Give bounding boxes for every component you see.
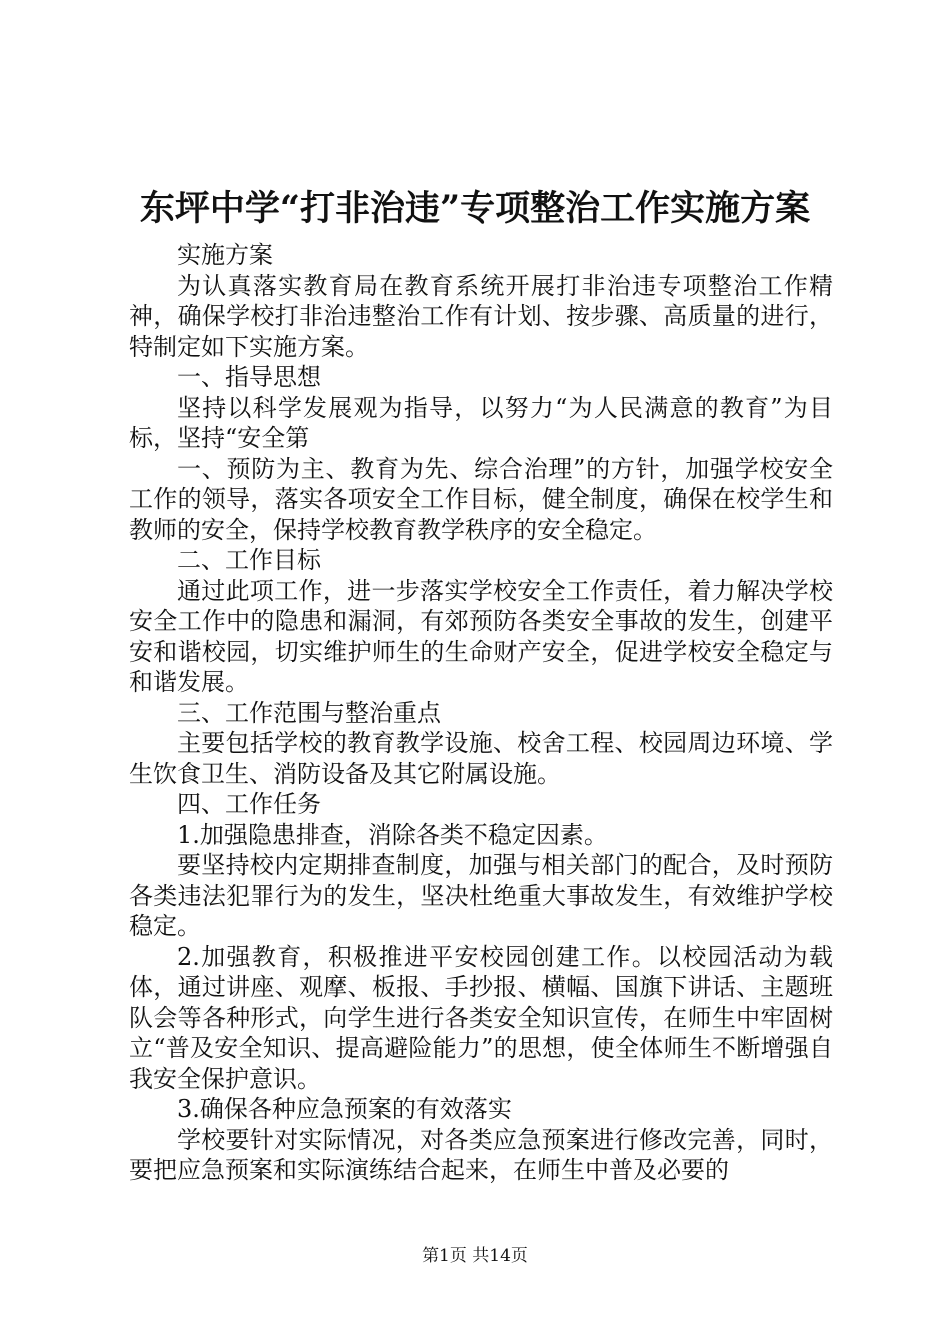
task-item-1-title: 1.加强隐患排查，消除各类不稳定因素。	[177, 820, 608, 849]
page-title: 东坪中学“打非治违”专项整治工作实施方案	[139, 188, 811, 229]
document-body	[129, 240, 833, 1186]
heading-work-goal: 二、工作目标	[177, 546, 321, 574]
task-item-2: 2.加强教育，积极推进平安校园创建工作。以校园活动为载体，通过讲座、观摩、板报、手抄报、横幅、国旗下讲话、主题班队会等各种形式，向学生进行各类安全知识宣传，在师生中牢固树立“普及安全知识、提高避险能力”的思想，使全体师生不断增强自我安全保护意识。	[129, 942, 833, 1093]
paragraph-intro: 为认真落实教育局在教育系统开展打非治违专项整治工作精神，确保学校打非治违整治工作有计划、按步骤、高质量的进行，特制定如下实施方案。	[129, 271, 833, 361]
paragraph-guiding-thought-cont: 一、预防为主、教育为先、综合治理”的方针，加强学校安全工作的领导，落实各项安全工作目标，健全制度，确保在校学生和教师的安全，保持学校教育教学秩序的安全稳定。	[129, 454, 833, 544]
paragraph-work-scope: 主要包括学校的教育教学设施、校舍工程、校园周边环境、学生饮食卫生、消防设备及其它附属设施。	[129, 729, 833, 788]
heading-work-tasks: 四、工作任务	[177, 790, 321, 818]
page-footer: 第1页 共14页	[422, 1246, 528, 1266]
task-item-3-title: 3.确保各种应急预案的有效落实	[177, 1095, 512, 1123]
heading-work-scope: 三、工作范围与整治重点	[177, 698, 441, 727]
task-item-1-body: 要坚持校内定期排查制度，加强与相关部门的配合，及时预防各类违法犯罪行为的发生，坚决杜绝重大事故发生，有效维护学校稳定。	[129, 851, 833, 940]
paragraph-work-goal: 通过此项工作，进一步落实学校安全工作责任，着力解决学校安全工作中的隐患和漏洞，有郊预防各类安全事故的发生，创建平安和谐校园，切实维护师生的生命财产安全，促进学校安全稳定与和谐发展。	[129, 576, 833, 696]
paragraph-guiding-thought: 坚持以科学发展观为指导，以努力“为人民满意的教育”为目标，坚持“安全第	[129, 393, 833, 452]
heading-guiding-thought: 一、指导思想	[177, 363, 321, 391]
task-item-3-body: 学校要针对实际情况，对各类应急预案进行修改完善，同时，要把应急预案和实际演练结合起来，在师生中普及必要的	[129, 1125, 833, 1184]
paragraph-section-label: 实施方案	[177, 241, 273, 269]
